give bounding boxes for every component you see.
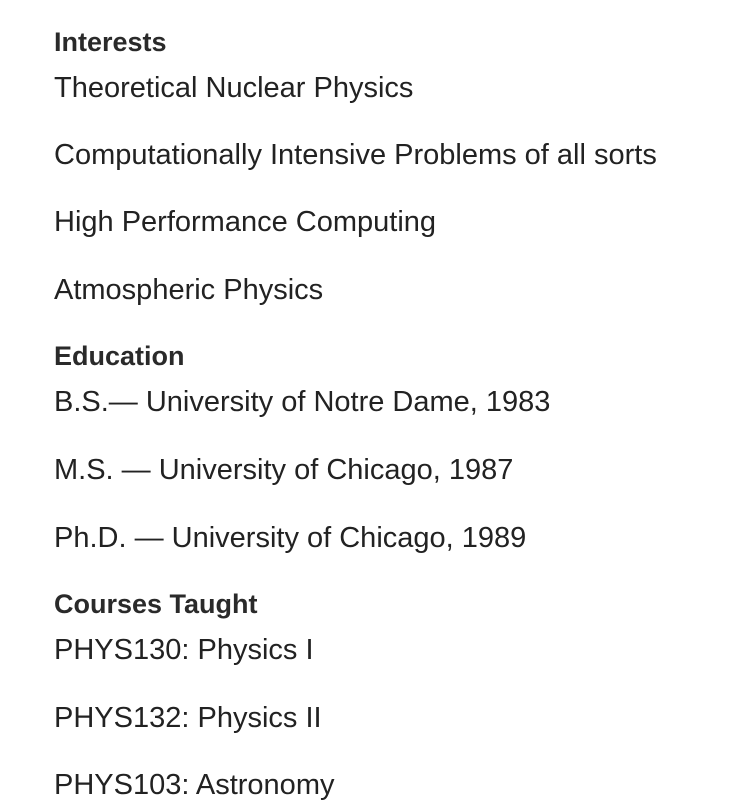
education-item: Ph.D. — University of Chicago, 1989 (54, 522, 527, 554)
education-item: B.S.— University of Notre Dame, 1983 (54, 386, 551, 418)
interest-item: Atmospheric Physics (54, 274, 324, 306)
course-item: PHYS130: Physics I (54, 634, 314, 666)
course-item: PHYS103: Astronomy (54, 769, 335, 801)
interests-heading: Interests (54, 27, 167, 57)
interest-item: Theoretical Nuclear Physics (54, 72, 414, 104)
education-heading: Education (54, 341, 185, 371)
interest-item: High Performance Computing (54, 206, 437, 238)
courses-heading: Courses Taught (54, 589, 258, 619)
education-item: M.S. — University of Chicago, 1987 (54, 454, 514, 486)
interest-item: Computationally Intensive Problems of all sorts (54, 139, 657, 171)
course-item: PHYS132: Physics II (54, 702, 322, 734)
